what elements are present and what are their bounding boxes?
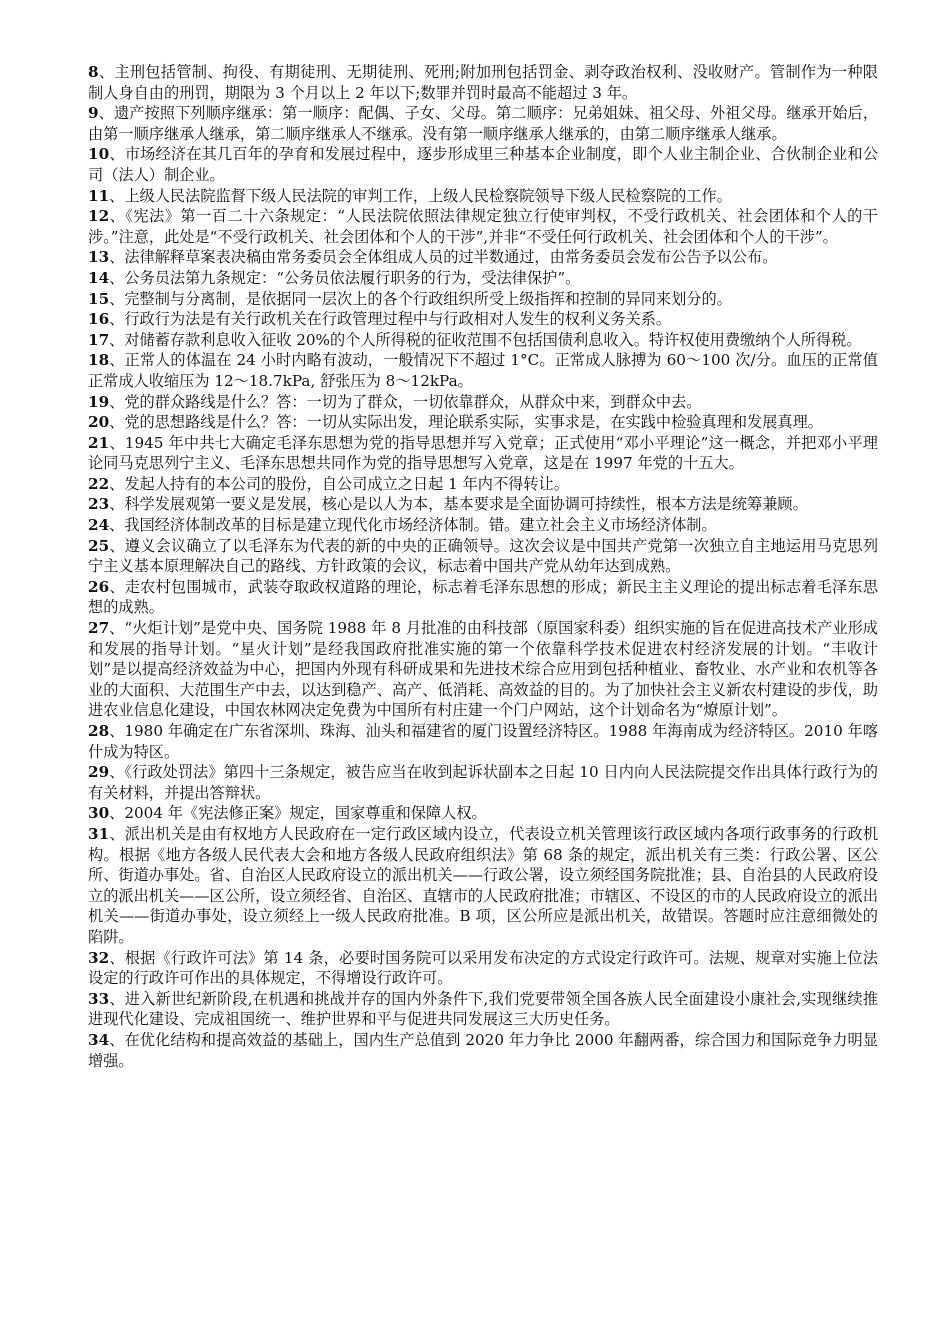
item-text: 、遵义会议确立了以毛泽东为代表的新的中央的正确领导。这次会议是中国共产党第一次独立自主地运用马克思列宁主义基本原理解决自己的路线、方针政策的会议，标志着中国共产党从幼年达到成熟。 xyxy=(88,536,878,576)
list-item xyxy=(88,392,878,413)
list-item xyxy=(88,948,878,989)
item-number: 23 xyxy=(88,495,110,514)
item-number: 10 xyxy=(88,145,110,164)
item-number: 32 xyxy=(88,948,110,967)
item-number: 9 xyxy=(88,104,99,123)
item-number: 29 xyxy=(88,763,110,782)
item-text: 、派出机关是由有权地方人民政府在一定行政区域内设立，代表设立机关管理该行政区域内各项行政事务的行政机构。根据《地方各级人民代表大会和地方各级人民政府组织法》第 68 条的规定，派出机关有三类：行政公署、区公所、街道办事处。省、自治区人民政府设立的派出机关——行政公署，设立须经国务院批准；县、自治县的人民政府设立的派出机关——区公所，设立须经省、自治区、直辖市的人民政府批准；市辖区、不设区的市的人民政府设立的派出机关——街道办事处，设立须经上一级人民政府批准。B 项，区公所应是派出机关，故错误。答题时应注意细微处的陷阱。 xyxy=(88,824,878,946)
item-number: 19 xyxy=(88,392,110,411)
list-item xyxy=(88,824,878,948)
item-text: 、《宪法》第一百二十六条规定：“人民法院依照法律规定独立行使审判权，不受行政机关、社会团体和个人的干涉。”注意，此处是“不受行政机关、社会团体和个人的干涉”,并非“不受任何行政机关、社会团体和个人的干涉”。 xyxy=(88,207,878,246)
item-number: 12 xyxy=(88,207,110,226)
item-text: 、1945 年中共七大确定毛泽东思想为党的指导思想并写入党章；正式使用“邓小平理论”这一概念，并把邓小平理论同马克思列宁主义、毛泽东思想共同作为党的指导思想写入党章，这是在 1997 年党的十五大。 xyxy=(88,433,878,473)
list-item xyxy=(88,577,878,618)
item-text: 、主刑包括管制、拘役、有期徒刑、无期徒刑、死刑;附加刑包括罚金、剥夺政治权利、没收财产。管制作为一种限制人身自由的刑罚，期限为 3 个月以上 2 年以下;数罪并罚时最高不能超过 3 年。 xyxy=(88,63,878,102)
item-number: 28 xyxy=(88,722,110,740)
list-item xyxy=(88,762,878,803)
list-item xyxy=(88,309,878,330)
item-text: 、“火炬计划”是党中央、国务院 1988 年 8 月批准的由科技部（原国家科委）组织实施的旨在促进高技术产业形成和发展的指导计划。“星火计划”是经我国政府批准实施的第一个依靠科学技术促进农村经济发展的计划。“丰收计划”是以提高经济效益为中心，把国内外现有科研成果和先进技术综合应用到包括种植业、畜牧业、水产业和农机等各业的大面积、大范围生产中去，以达到稳产、高产、低消耗、高效益的目的。为了加快社会主义新农村建设的步伐，助进农业信息化建设，中国农林网决定免费为中国所有村庄建一个门户网站，这个计划命名为“燎原计划”。 xyxy=(88,619,878,720)
list-item xyxy=(88,618,878,721)
list-item xyxy=(88,144,878,185)
list-item xyxy=(88,412,878,433)
list-item xyxy=(88,515,878,536)
item-text: 、完整制与分离制，是依据同一层次上的各个行政组织所受上级指挥和控制的异同来划分的。 xyxy=(109,289,732,308)
item-number: 25 xyxy=(88,536,110,555)
item-text: 、《行政处罚法》第四十三条规定，被告应当在收到起诉状副本之日起 10 日内向人民法院提交作出具体行政行为的有关材料，并提出答辩状。 xyxy=(88,763,878,802)
list-item xyxy=(88,289,878,310)
item-text: 、公务员法第九条规定：“公务员依法履行职务的行为，受法律保护”。 xyxy=(109,268,581,287)
item-number: 30 xyxy=(88,804,110,823)
item-number: 24 xyxy=(88,516,110,535)
item-number: 11 xyxy=(88,186,110,205)
item-text: 、我国经济体制改革的目标是建立现代化市场经济体制。错。建立社会主义市场经济体制。 xyxy=(109,516,717,535)
item-number: 20 xyxy=(88,413,110,432)
item-text: 、发起人持有的本公司的股份，自公司成立之日起 1 年内不得转让。 xyxy=(109,474,569,493)
item-number: 14 xyxy=(88,268,110,287)
item-number: 26 xyxy=(88,577,110,596)
list-item xyxy=(88,247,878,268)
item-text: 、科学发展观第一要义是发展，核心是以人为本，基本要求是全面协调可持续性，根本方法是统筹兼顾。 xyxy=(109,495,808,514)
item-text: 、1980 年确定在广东省深圳、珠海、汕头和福建省的厦门设置经济特区。1988 年海南成为经济特区。2010 年喀什成为特区。 xyxy=(88,722,878,761)
item-text: 、市场经济在其几百年的孕育和发展过程中，逐步形成里三种基本企业制度，即个人业主制企业、合伙制企业和公司（法人）制企业。 xyxy=(88,145,878,184)
item-number: 18 xyxy=(88,351,110,370)
document-body xyxy=(88,62,878,1071)
item-text: 、2004 年《宪法修正案》规定，国家尊重和保障人权。 xyxy=(109,804,487,823)
item-text: 、在优化结构和提高效益的基础上，国内生产总值到 2020 年力争比 2000 年翻两番，综合国力和国际竞争力明显增强。 xyxy=(88,1030,878,1070)
item-number: 15 xyxy=(88,289,110,308)
list-item xyxy=(88,803,878,824)
item-number: 16 xyxy=(88,310,110,329)
item-text: 、党的思想路线是什么？答：一切从实际出发，理论联系实际，实事求是，在实践中检验真理和发展真理。 xyxy=(109,413,823,432)
item-number: 33 xyxy=(88,989,110,1008)
list-item xyxy=(88,474,878,495)
list-item xyxy=(88,206,878,247)
item-text: 、行政行为法是有关行政机关在行政管理过程中与行政相对人发生的权利义务关系。 xyxy=(109,310,672,329)
list-item xyxy=(88,1030,878,1071)
item-text: 、党的群众路线是什么？答：一切为了群众，一切依靠群众，从群众中来，到群众中去。 xyxy=(109,392,702,411)
list-item xyxy=(88,536,878,577)
item-text: 、法律解释草案表决稿由常务委员会全体组成人员的过半数通过，由常务委员会发布公告予以公布。 xyxy=(109,248,778,267)
item-number: 8 xyxy=(88,63,99,81)
list-item xyxy=(88,330,878,351)
item-number: 22 xyxy=(88,474,110,493)
list-item xyxy=(88,989,878,1030)
item-number: 21 xyxy=(88,433,110,452)
item-text: 、根据《行政许可法》第 14 条，必要时国务院可以采用发布决定的方式设定行政许可。法规、规章对实施上位法设定的行政许可作出的具体规定，不得增设行政许可。 xyxy=(88,948,878,988)
item-number: 17 xyxy=(88,330,110,349)
list-item xyxy=(88,62,878,103)
item-text: 、进入新世纪新阶段,在机遇和挑战并存的国内外条件下,我们党要带领全国各族人民全面建设小康社会,实现继续推进现代化建设、完成祖国统一、维护世界和平与促进共同发展这三大历史任务。 xyxy=(88,989,878,1029)
list-item xyxy=(88,186,878,207)
item-number: 34 xyxy=(88,1030,110,1049)
item-text: 、正常人的体温在 24 小时内略有波动，一般情况下不超过 1°C。正常成人脉搏为 60～100 次/分。血压的正常值正常成人收缩压为 12～18.7kPa, 舒张压为 8～12kPa。 xyxy=(88,351,878,390)
list-item xyxy=(88,103,878,144)
list-item xyxy=(88,494,878,515)
list-item xyxy=(88,350,878,391)
list-item xyxy=(88,268,878,289)
item-text: 、上级人民法院监督下级人民法院的审判工作，上级人民检察院领导下级人民检察院的工作。 xyxy=(109,186,732,205)
item-text: 、走农村包围城市，武装夺取政权道路的理论，标志着毛泽东思想的形成；新民主主义理论的提出标志着毛泽东思想的成熟。 xyxy=(88,577,878,617)
item-number: 13 xyxy=(88,248,110,267)
list-item xyxy=(88,433,878,474)
item-text: 、遗产按照下列顺序继承：第一顺序：配偶、子女、父母。第二顺序：兄弟姐妹、祖父母、外祖父母。继承开始后，由第一顺序继承人继承，第二顺序继承人不继承。没有第一顺序继承人继承的，由第二顺序继承人继承。 xyxy=(88,104,878,143)
item-number: 31 xyxy=(88,824,110,843)
list-item xyxy=(88,721,878,762)
item-text: 、对储蓄存款利息收入征收 20%的个人所得税的征收范围不包括国债利息收入。特许权使用费缴纳个人所得税。 xyxy=(109,330,862,349)
item-number: 27 xyxy=(88,619,110,638)
